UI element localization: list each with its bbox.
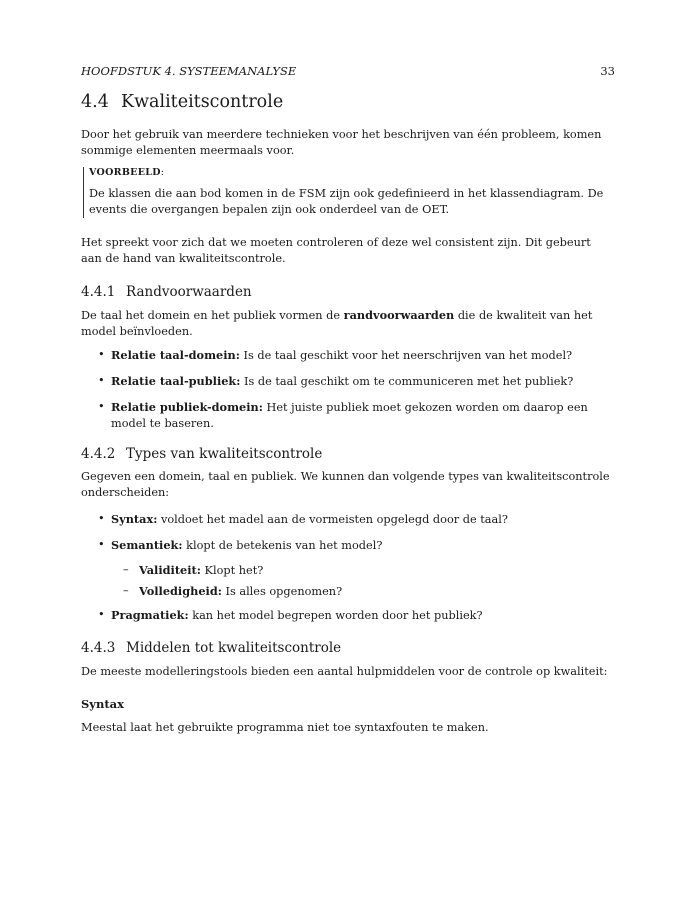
subsection-heading-1: 4.4.1 Randvoorwaarden xyxy=(81,284,252,300)
syntax-paragraph: Meestal laat het gebruikte programma niet toe syntaxfouten te maken. xyxy=(81,721,489,734)
list-item: – Validiteit: Klopt het? xyxy=(123,563,264,577)
types-intro-paragraph: Gegeven een domein, taal en publiek. We kunnen dan volgende types van kwaliteitscontrole onderscheiden: xyxy=(81,470,610,499)
list-item: • Relatie taal-publiek: Is de taal geschikt om te communiceren met het publiek? xyxy=(98,374,574,388)
paragraph-heading: Syntax xyxy=(81,697,124,711)
list-item: • Pragmatiek: kan het model begrepen worden door het publiek? xyxy=(98,608,483,622)
list-item: • Relatie taal-domein: Is de taal geschikt voor het neerschrijven van het model? xyxy=(98,348,573,362)
intro-paragraph: Door het gebruik van meerdere technieken voor het beschrijven van één probleem, komen sommige elementen meermaals voor. xyxy=(81,128,602,157)
example-label: VOORBEELD: xyxy=(89,167,165,178)
middelen-intro-paragraph: De meeste modelleringstools bieden een aantal hulpmiddelen voor de controle op kwaliteit: xyxy=(81,665,608,678)
randvoorwaarden-list xyxy=(81,373,615,390)
types-list xyxy=(81,537,615,554)
section-title: Kwaliteitscontrole xyxy=(121,92,284,112)
randvoorwaarden-paragraph: De taal het domein en het publiek vormen de randvoorwaarden die de kwaliteit van het model beïnvloeden. xyxy=(81,308,593,338)
list-item: • Semantiek: klopt de betekenis van het model? xyxy=(98,538,383,552)
types-sublist xyxy=(81,562,615,600)
section-heading xyxy=(81,92,283,112)
list-item: – Volledigheid: Is alles opgenomen? xyxy=(123,584,343,598)
subsection-heading-3: 4.4.3 Middelen tot kwaliteitscontrole xyxy=(81,640,342,656)
running-header xyxy=(81,64,615,78)
list-item: • Relatie publiek-domein: Het juiste publiek moet gekozen worden om daarop een model te baseren. xyxy=(98,400,588,430)
after-example-paragraph: Het spreekt voor zich dat we moeten controleren of deze wel consistent zijn. Dit gebeurt aan de hand van kwaliteitscontrole. xyxy=(81,236,591,265)
subsection-heading-2: 4.4.2 Types van kwaliteitscontrole xyxy=(81,446,323,462)
example-text: De klassen die aan bod komen in de FSM zijn ook gedefinieerd in het klassendiagram. De events die overgangen bepalen zijn ook onderdeel van de OET. xyxy=(89,187,604,216)
list-item: • Syntax: voldoet het madel aan de vormeisten opgelegd door de taal? xyxy=(98,512,508,526)
randvoorwaarden-list xyxy=(81,347,615,364)
example-box xyxy=(83,167,619,218)
types-list xyxy=(81,511,615,528)
randvoorwaarden-list xyxy=(81,399,615,432)
types-list xyxy=(81,607,615,624)
chapter-title: HOOFDSTUK 4. SYSTEEMANALYSE xyxy=(81,64,297,78)
page-number: 33 xyxy=(600,64,615,78)
section-number: 4.4 xyxy=(81,92,109,112)
